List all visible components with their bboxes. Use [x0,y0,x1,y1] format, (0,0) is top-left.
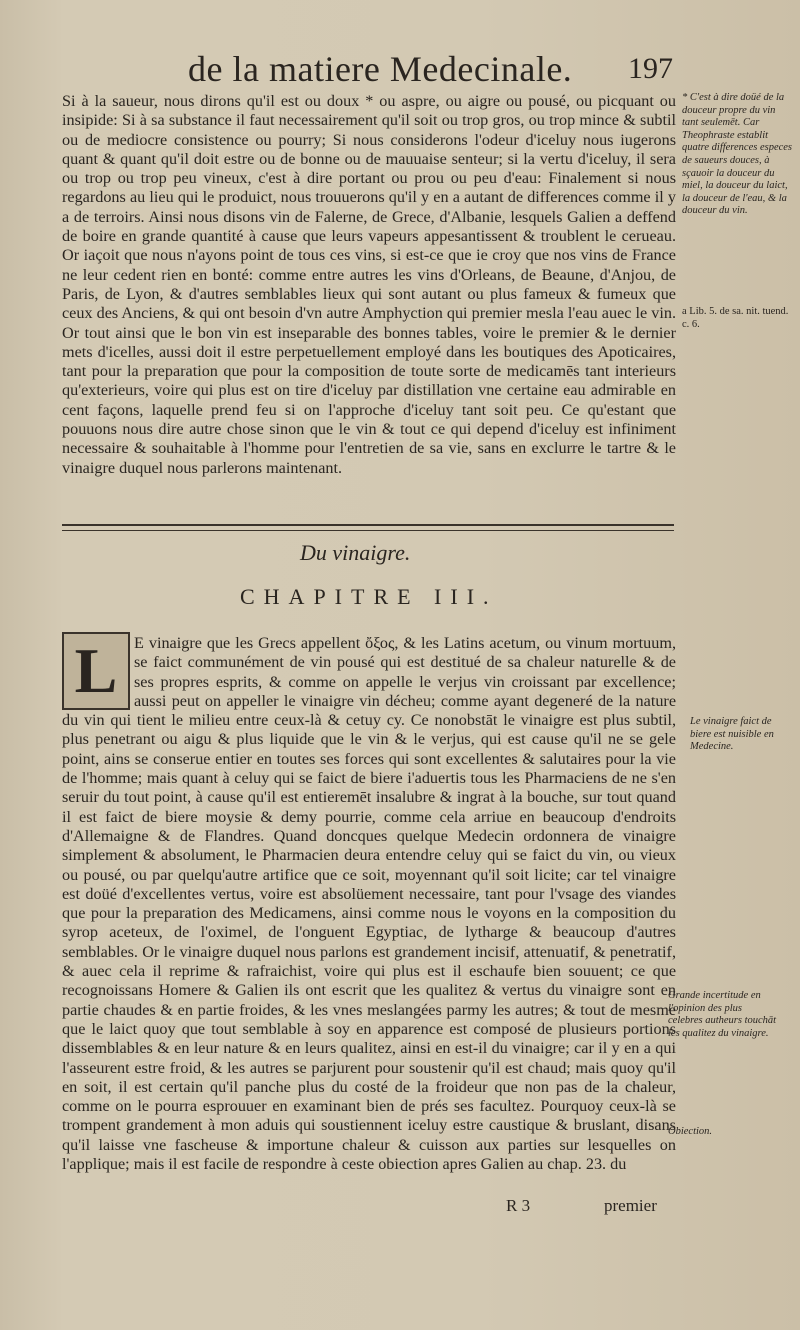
section-divider-rule [62,524,674,526]
page-number: 197 [628,52,673,85]
margin-note-incertitude: Grande incertitude en l'opinion des plus celebres autheurs touchāt les qualitez du vinaigre. [668,990,777,1039]
margin-note-biere: Le vinaigre faict de biere est nuisible en Medecine. [690,716,774,753]
dropcap-letter: L [74,635,118,706]
top-body-text [62,92,676,504]
catchword: premier [604,1196,657,1215]
margin-note-galien-reference: a Lib. 5. de sa. nit. tuend. c. 6. [682,306,789,330]
margin-note-obiection: Obiection. [668,1126,713,1137]
section-title: Du vinaigre. [300,540,411,565]
signature-mark: R 3 [506,1196,531,1215]
top-paragraph: Si à la saueur, nous dirons qu'il est ou doux * ou aspre, ou aigre ou pousé, ou picquant ou insipide: Si à sa substance il faut necessairement qu'il soit ou trop gros, ou trop mince & subtil ou de mediocre consistence ou pourry; Si nous considerons l'odeur d'iceluy nous iugerons quant & quant qu'il doit estre ou de bonne ou de mauuaise senteur; si la vertu d'iceluy, il sera ou trop ou trop peu vineux, c'est à dire portant ou prou ou peu d'eau: Finalement si nous regardons au lieu qui le produict, nous trouuerons qu'il y en a autant de differences comme il y a de terroirs. Ainsi nous disons vin de Falerne, de Grece, d'Albanie, lesquels Galien a deffend de boire en grande quantité à cause que leurs vapeurs appesantissent & troublent le cerueau. Or iaçoit que nous n'ayons point de tous ces vins, si est-ce que ie croy que nos vins de France ne leur cedent rien en bonté: comme entre autres les vins d'Orleans, de Beaune, d'Anjou, de Paris, de Lyon, & d'autres semblables lieux qui sont autant ou plus fameux & fumeux que ceux des Anciens, & qui ont besoin d'vn autre Amphyction qui premier mesla l'eau auec le vin. Or tout ainsi que le bon vin est inseparable des bonnes tables, voire le premier & le dernier mets d'icelles, aussi doit il estre perpetuellement employé dans les boutiques des Apoticaires, tant pour la preparation que pour la composition de toute sorte de medicamēs tant interieurs qu'exterieurs, voire qui plus est on tire d'iceluy par distillation vne certaine eau admirable en cent façons, laquelle prend feu si on l'approche d'iceluy tant soit peu. Ce qu'estant que pouuons nous dire autre chose sinon que le vin & tout ce qui depend d'iceluy est infiniment necessaire & souhaitable à l'homme pour l'entretien de sa vie, sans en exclurre le tartre & le vinaigre duquel nous parlerons maintenant. [62,92,676,477]
chapter-body-text [62,634,676,1194]
chapter-heading: CHAPITRE III. [240,584,498,609]
margin-note-douceur: * C'est à dire doüé de la douceur propre du vin tant seulemēt. Car Theophraste establit quatre differences especes de saueurs douces, à sçauoir la douceur du miel, la douceur du laict, la douceur de l'eau, & la douceur du vin. [682,92,793,217]
dropcap-spacer [62,634,134,708]
section-divider-rule-thin [62,530,674,531]
running-head-title: de la matiere Medecinale. [188,49,573,89]
chapter-paragraph: E vinaigre que les Grecs appellent ὄξος, & les Latins acetum, ou vinum mortuum, se faict communément de vin pousé qui est destitué de sa chaleur naturelle & de ses propres esprits, & comme on appelle le verjus vin croissant par excellence; aussi peut on appeller le vinaigre vin décheu; comme ayant degeneré de la nature du vin qui tient le milieu entre ceux-là & cetuy cy. Ce nonobstāt le vinaigre est plus subtil, plus penetrant ou aigu & plus liquide que le vin & le verjus, qui est cause qu'il ne se gele point, ains se conserue entier en toutes ses forces qui sont excellentes & salutaires pour la vie de l'homme; mais quant à celuy qui se faict de biere i'aduertis tous les Pharmaciens de ne s'en seruir du tout point, à cause qu'il est entieremēt insalubre & ingrat à la bouche, sur tout quand il est faict de biere moysie & demy pourrie, comme cela arriue en beaucoup d'endroits d'Allemaigne & de Flandres. Quand doncques quelque Medecin ordonnera de vinaigre simplement & absolument, le Pharmacien deura entendre celuy qui se faict du vin, ou vieux ou pousé, ou par quelqu'autre artifice que ce soit, moyennant qu'il soit licite; car tel vinaigre est doüé d'excellentes vertus, voire est absolüement necessaire, tant pour l'vsage des viandes que pour la preparation des Medicamens, ainsi comme nous le voyons en la composition du syrop aceteux, de l'oximel, de l'onguent Egyptiac, de lytharge & beaucoup d'autres semblables. Or le vinaigre duquel nous parlons est grandement incisif, attenuatif, & penetratif, & auec cela il reprime & rafraichist, voire qui plus est il eschaufe bien souuent; ce que recognoissans Homere & Galien ils ont escrit que les qualitez & vertus du vinaigre sont en partie chaudes & en partie froides, & les vnes meslangées parmy les autres; & tout de mesme que le laict quoy que tout semblable à soy en apparence est composé de plusieurs portions dissemblables & en leur nature & en leurs qualitez, ainsi en est-il du vinaigre; car il y en a qui l'asseurent estre froid, & les autres se parjurent pour soustenir qu'il est chaud; mais quoy qu'il en soit, il est certain qu'il panche plus du costé de la froideur que non pas de la chaleur, comme on le pourra esprouuer en examinant bien de prés ses facultez. Pourquoy ceux-là se trompent grandement à mon aduis qui soustiennent iceluy estre caustique & bruslant, disans qu'il laisse vne fascheuse & importune chaleur & cuisson aux parties sur lesquelles on l'applique; mais il est facile de respondre à ceste obiection apres Galien au chap. 23. du [62,634,676,1174]
